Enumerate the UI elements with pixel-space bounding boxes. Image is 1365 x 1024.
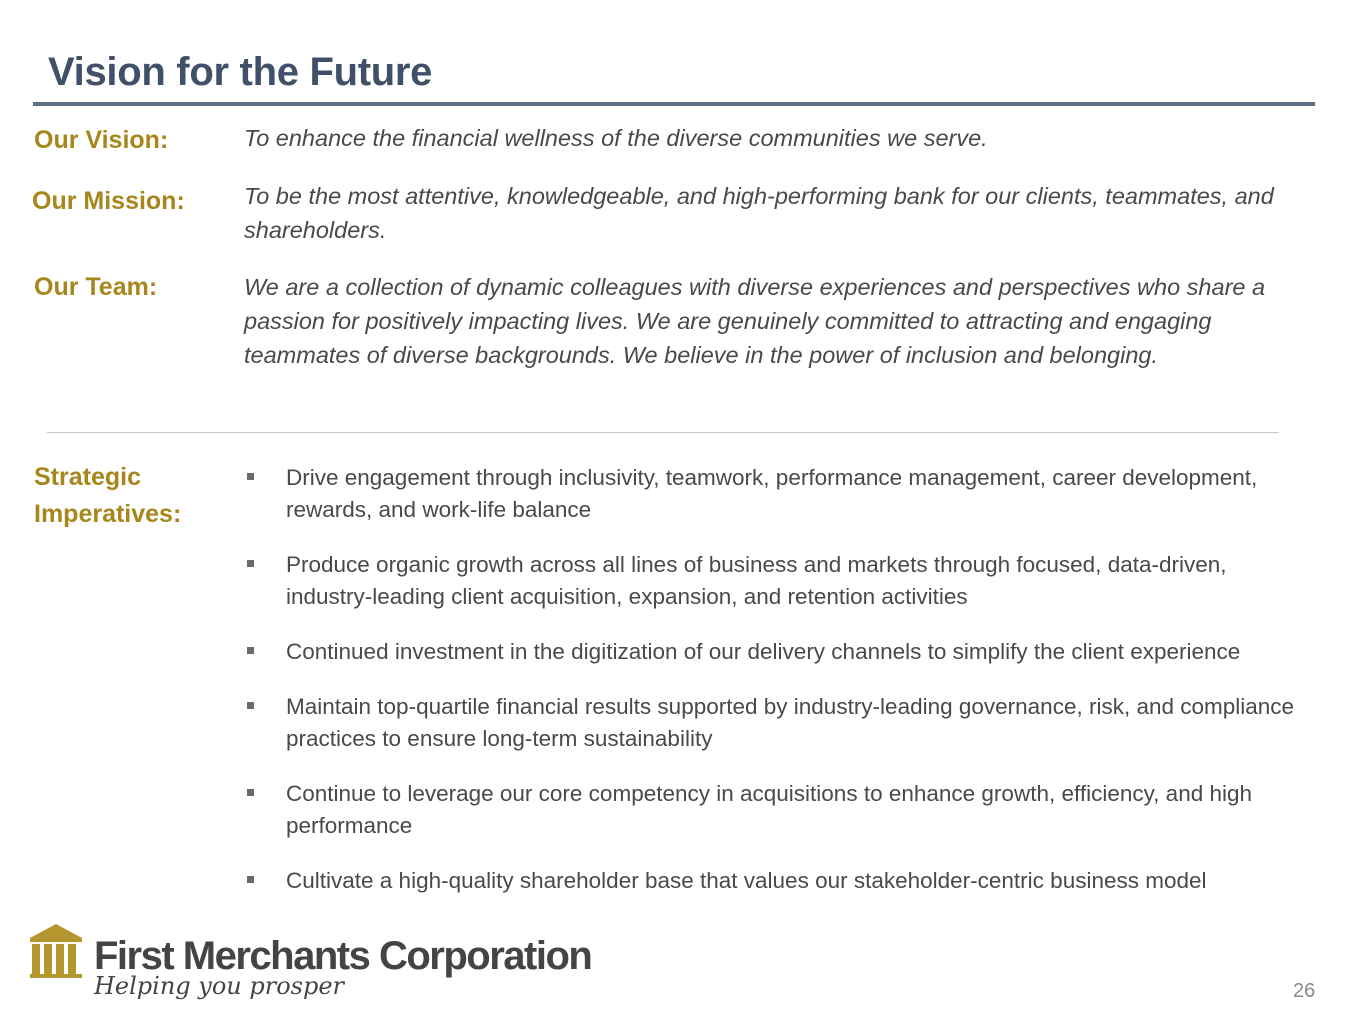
imperative-text: Continue to leverage our core competency in acquisitions to enhance growth, efficiency, and high performance <box>286 781 1253 838</box>
company-wordmark: First Merchants Corporation <box>94 934 592 978</box>
list-item <box>244 636 1304 668</box>
square-bullet-icon <box>247 560 254 567</box>
vision-label: Our Vision: <box>34 126 169 154</box>
page-title: Vision for the Future <box>48 50 433 94</box>
imperatives-label-line2: Imperatives: <box>34 500 182 528</box>
imperative-text: Drive engagement through inclusivity, teamwork, performance management, career development, rewards, and work-life balance <box>286 465 1258 522</box>
imperatives-list <box>244 462 1304 920</box>
section-divider <box>47 432 1279 433</box>
imperatives-label-line1: Strategic <box>34 463 141 491</box>
team-text: We are a collection of dynamic colleagues with diverse experiences and perspectives who share a passion for positively impacting lives. We are genuinely committed to attracting and engaging teammates of diverse backgrounds. We believe in the power of inclusion and belonging. <box>244 274 1266 368</box>
list-item <box>244 549 1304 613</box>
team-label: Our Team: <box>34 273 158 301</box>
square-bullet-icon <box>247 789 254 796</box>
imperative-text: Maintain top-quartile financial results supported by industry-leading governance, risk, and compliance practices to ensure long-term sustainability <box>286 694 1295 751</box>
imperative-text: Cultivate a high-quality shareholder base that values our stakeholder-centric business model <box>286 868 1207 893</box>
square-bullet-icon <box>247 876 254 883</box>
title-divider <box>33 102 1315 106</box>
company-tagline: Helping you prosper <box>94 972 345 1000</box>
list-item <box>244 865 1304 897</box>
square-bullet-icon <box>247 647 254 654</box>
square-bullet-icon <box>247 473 254 480</box>
mission-label: Our Mission: <box>32 187 185 215</box>
vision-text: To enhance the financial wellness of the diverse communities we serve. <box>244 125 988 151</box>
imperative-text: Continued investment in the digitization of our delivery channels to simplify the client experience <box>286 639 1241 664</box>
list-item <box>244 462 1304 526</box>
imperative-text: Produce organic growth across all lines of business and markets through focused, data-driven, industry-leading client acquisition, expansion, and retention activities <box>286 552 1227 609</box>
square-bullet-icon <box>247 702 254 709</box>
page-number: 26 <box>1293 980 1316 1002</box>
list-item <box>244 691 1304 755</box>
list-item <box>244 778 1304 842</box>
mission-text: To be the most attentive, knowledgeable, and high-performing bank for our clients, teammates, and shareholders. <box>244 183 1274 243</box>
